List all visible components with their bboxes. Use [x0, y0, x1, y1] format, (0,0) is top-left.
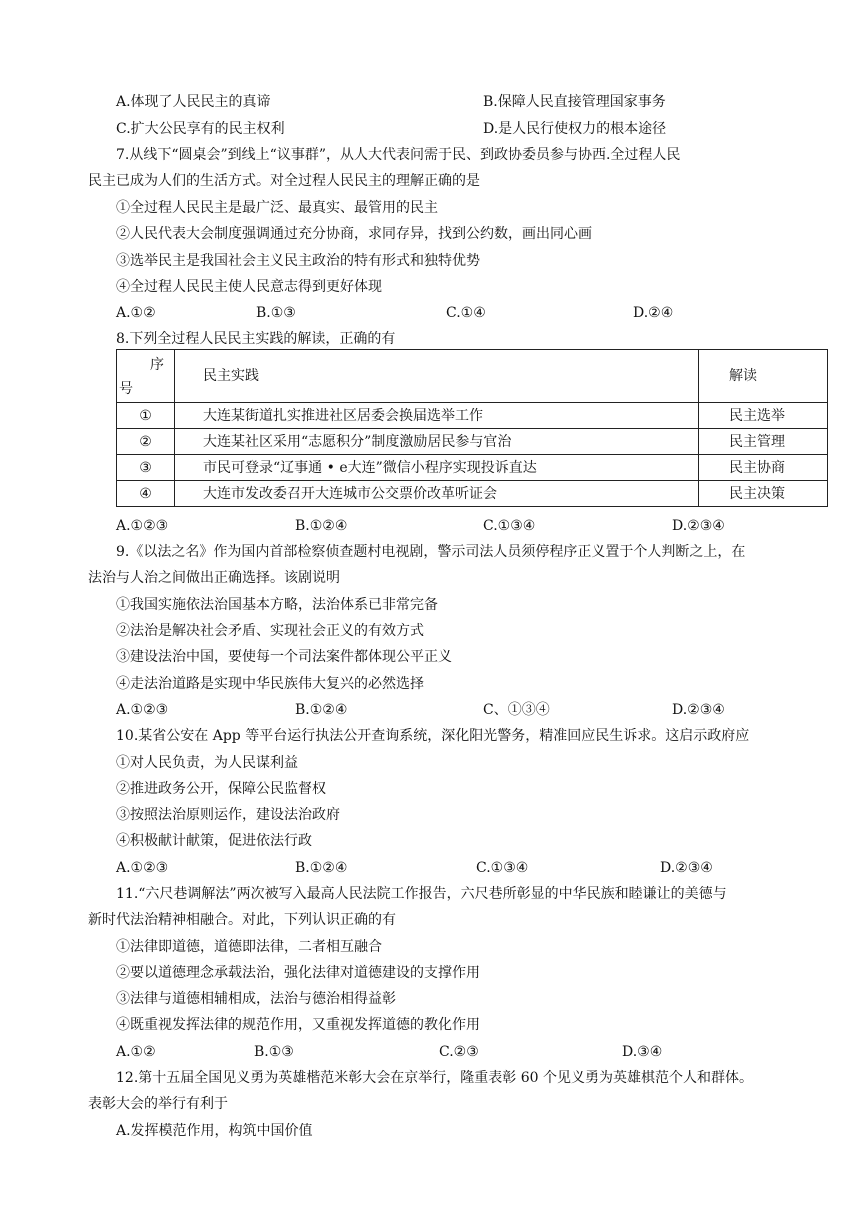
q10-option-a: A.①②③: [116, 860, 169, 876]
q7-item-1: ①全过程人民民主是最广泛、最真实、最管用的民主: [116, 200, 438, 216]
q7-option-b: B.①③: [256, 305, 296, 321]
q6-option-c: C.扩大公民享有的民主权利: [116, 121, 285, 137]
q6-option-b: B.保障人民直接管理国家事务: [483, 94, 666, 110]
q11-item-4: ④既重视发挥法律的规范作用，又重视发挥道德的教化作用: [116, 1017, 480, 1033]
q8-header-practice: 民主实践: [175, 350, 699, 403]
q8-table-header: [117, 350, 828, 403]
q8-row-interpretation: 民主决策: [699, 481, 828, 507]
q11-option-b: B.①③: [254, 1044, 294, 1060]
q10-item-3: ③按照法治原则运作，建设法治政府: [116, 807, 340, 823]
q11-option-d: D.③④: [622, 1044, 663, 1060]
q10-item-2: ②推进政务公开，保障公民监督权: [116, 781, 326, 797]
q7-option-d: D.②④: [633, 305, 674, 321]
q9-item-3: ③建设法治中国，要使每一个司法案件都体现公平正义: [116, 649, 452, 665]
q8-row-no: ④: [117, 481, 175, 507]
table-row: [117, 455, 828, 481]
q8-option-d: D.②③④: [672, 518, 725, 534]
q7-stem-line1: 7.从线下“圆桌会”到线上“议事群”，从人大代表问需于民、到政协委员参与协西.全过程人民: [116, 147, 681, 163]
q8-stem: 8.下列全过程人民民主实践的解读，正确的有: [116, 331, 396, 347]
q6-option-a: A.体现了人民民主的真谛: [116, 94, 271, 110]
q10-item-4: ④积极献计献策，促进依法行政: [116, 833, 312, 849]
q8-row-interpretation: 民主选举: [699, 403, 828, 429]
q8-header-no-part2: 号: [119, 381, 133, 397]
q11-option-c: C.②③: [439, 1044, 479, 1060]
q11-item-3: ③法律与道德相辅相成，法治与德治相得益彰: [116, 991, 396, 1007]
q9-option-a: A.①②③: [116, 702, 169, 718]
q8-row-practice: 大连某社区采用“志愿积分”制度激励居民参与官治: [175, 429, 699, 455]
q8-option-c: C.①③④: [483, 518, 536, 534]
q7-item-2: ②人民代表大会制度强调通过充分协商，求同存异，找到公约数，画出同心画: [116, 226, 592, 242]
q10-option-c: C.①③④: [476, 860, 529, 876]
q12-stem-line1: 12.第十五届全国见义勇为英雄楷范米彰大会在京举行，隆重表彰 60 个见义勇为英雄棋范个人和群体。: [116, 1070, 753, 1086]
q7-item-3: ③选举民主是我国社会主义民主政治的特有形式和独特优势: [116, 253, 480, 269]
q8-table: [116, 349, 828, 507]
q7-option-a: A.①②: [116, 305, 156, 321]
q12-option-a: A.发挥模范作用，构筑中国价值: [116, 1123, 313, 1139]
q8-row-no: ①: [117, 403, 175, 429]
q9-item-4: ④走法治道路是实现中华民族伟大复兴的必然选择: [116, 676, 424, 692]
q9-option-b: B.①②④: [295, 702, 348, 718]
q8-row-no: ②: [117, 429, 175, 455]
q8-option-a: A.①②③: [116, 518, 169, 534]
q9-item-1: ①我国实施依法治国基本方略，法治体系已非常完备: [116, 597, 438, 613]
q10-option-b: B.①②④: [295, 860, 348, 876]
q12-stem-line2: 表彰大会的举行有利于: [88, 1096, 228, 1112]
q8-option-b: B.①②④: [295, 518, 348, 534]
q7-option-c: C.①④: [446, 305, 486, 321]
table-row: [117, 481, 828, 507]
q11-option-a: A.①②: [116, 1044, 156, 1060]
q9-stem-line2: 法治与人治之间做出正确选择。该剧说明: [88, 570, 340, 586]
q11-item-2: ②要以道德理念承载法治，强化法律对道德建设的支撑作用: [116, 965, 480, 981]
q11-item-1: ①法律即道德，道德即法律，二者相互融合: [116, 939, 382, 955]
q8-header-no-part1: 序: [150, 357, 164, 373]
q8-row-practice: 大连某街道扎实推进社区居委会换届选举工作: [175, 403, 699, 429]
q11-stem-line1: 11.“六尺巷调解法”两次被写入最高人民法院工作报告，六尺巷所彰显的中华民族和睦谦让的美德与: [116, 886, 727, 902]
q9-option-d: D.②③④: [672, 702, 725, 718]
q9-item-2: ②法治是解决社会矛盾、实现社会正义的有效方式: [116, 623, 424, 639]
q10-item-1: ①对人民负责，为人民谋利益: [116, 755, 298, 771]
q10-stem-line1: 10.某省公安在 App 等平台运行执法公开查询系统，深化阳光警务，精准回应民生诉求。这启示政府应: [116, 728, 750, 744]
q10-option-d: D.②③④: [660, 860, 713, 876]
q8-row-practice: 市民可登录“辽事通 • e大连”微信小程序实现投诉直达: [175, 455, 699, 481]
q8-row-interpretation: 民主协商: [699, 455, 828, 481]
q8-header-interpretation: 解读: [699, 350, 828, 403]
q8-row-interpretation: 民主管理: [699, 429, 828, 455]
q7-stem-line2: 民主已成为人们的生活方式。对全过程人民民主的理解正确的是: [88, 173, 480, 189]
table-row: [117, 403, 828, 429]
q11-stem-line2: 新时代法治精神相融合。对此，下列认识正确的有: [88, 912, 396, 928]
q8-row-practice: 大连市发改委召开大连城市公交票价改革听证会: [175, 481, 699, 507]
table-row: [117, 429, 828, 455]
q8-header-no: [117, 350, 175, 403]
q9-option-c: C、①③④: [483, 702, 550, 718]
q9-stem-line1: 9.《以法之名》作为国内首部检察侦查题村电视剧，警示司法人员须停程序正义置于个人判断之上，在: [116, 544, 746, 560]
q7-item-4: ④全过程人民民主使人民意志得到更好体现: [116, 279, 382, 295]
q8-row-no: ③: [117, 455, 175, 481]
q6-option-d: D.是人民行使权力的根本途径: [483, 121, 667, 137]
